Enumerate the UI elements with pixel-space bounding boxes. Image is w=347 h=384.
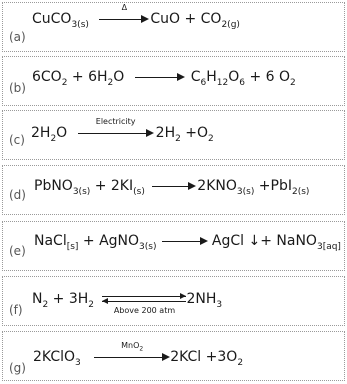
equation-label: (b) <box>9 81 26 95</box>
chemical-equation: PbNO$_{3(s)}$ + $2KI_{(s)}$ $2KNO_{3(s)} +PbI_{2(s)}$ <box>34 178 310 197</box>
chemical-equation: $2H_2O$ Electricity $2H_2 +O_2$ <box>31 117 214 144</box>
chemical-equation: $6CO_2 + 6H_2O$ $C_6H_{12}O_6 + 6$ $O_2$ <box>32 69 296 88</box>
equation-label: (a) <box>9 30 26 44</box>
equation-label: (g) <box>9 361 26 375</box>
chemical-equation: $N_2 + 3H_2$ Above 200 atm $2NH_3$ <box>32 291 223 315</box>
equation-row-f <box>2 276 345 326</box>
reaction-arrow <box>162 235 208 247</box>
reaction-arrow: Δ <box>99 13 149 25</box>
equation-label: (f) <box>9 303 23 317</box>
chemical-equation: NaCl$_{[s]}$ + AgNO$_{3(s)}$ AgCl ↓+ NaNO$_{3[aq]}$ <box>34 233 341 252</box>
chemical-equation: CuCO$_{3(s)}$ Δ CuO + $CO_{2(g)}$ <box>32 3 240 30</box>
equation-row-b <box>2 56 345 106</box>
equation-row-g <box>2 331 345 381</box>
equation-row-e <box>2 221 345 271</box>
reaction-arrow <box>152 180 196 192</box>
equation-row-a <box>2 2 345 52</box>
equation-row-c <box>2 110 345 160</box>
equation-label: (e) <box>9 244 26 258</box>
equation-row-d <box>2 165 345 215</box>
equilibrium-arrow: Above 200 atm <box>102 293 186 305</box>
reaction-arrow: Electricity <box>78 127 154 139</box>
reaction-arrow <box>135 71 185 83</box>
chemical-equation: 2KClO$_3$ MnO$_2$ $2KCl +3O_2$ <box>33 341 244 368</box>
equation-label: (d) <box>9 188 26 202</box>
reaction-arrow: MnO$_2$ <box>94 351 170 363</box>
equation-label: (c) <box>9 133 25 147</box>
